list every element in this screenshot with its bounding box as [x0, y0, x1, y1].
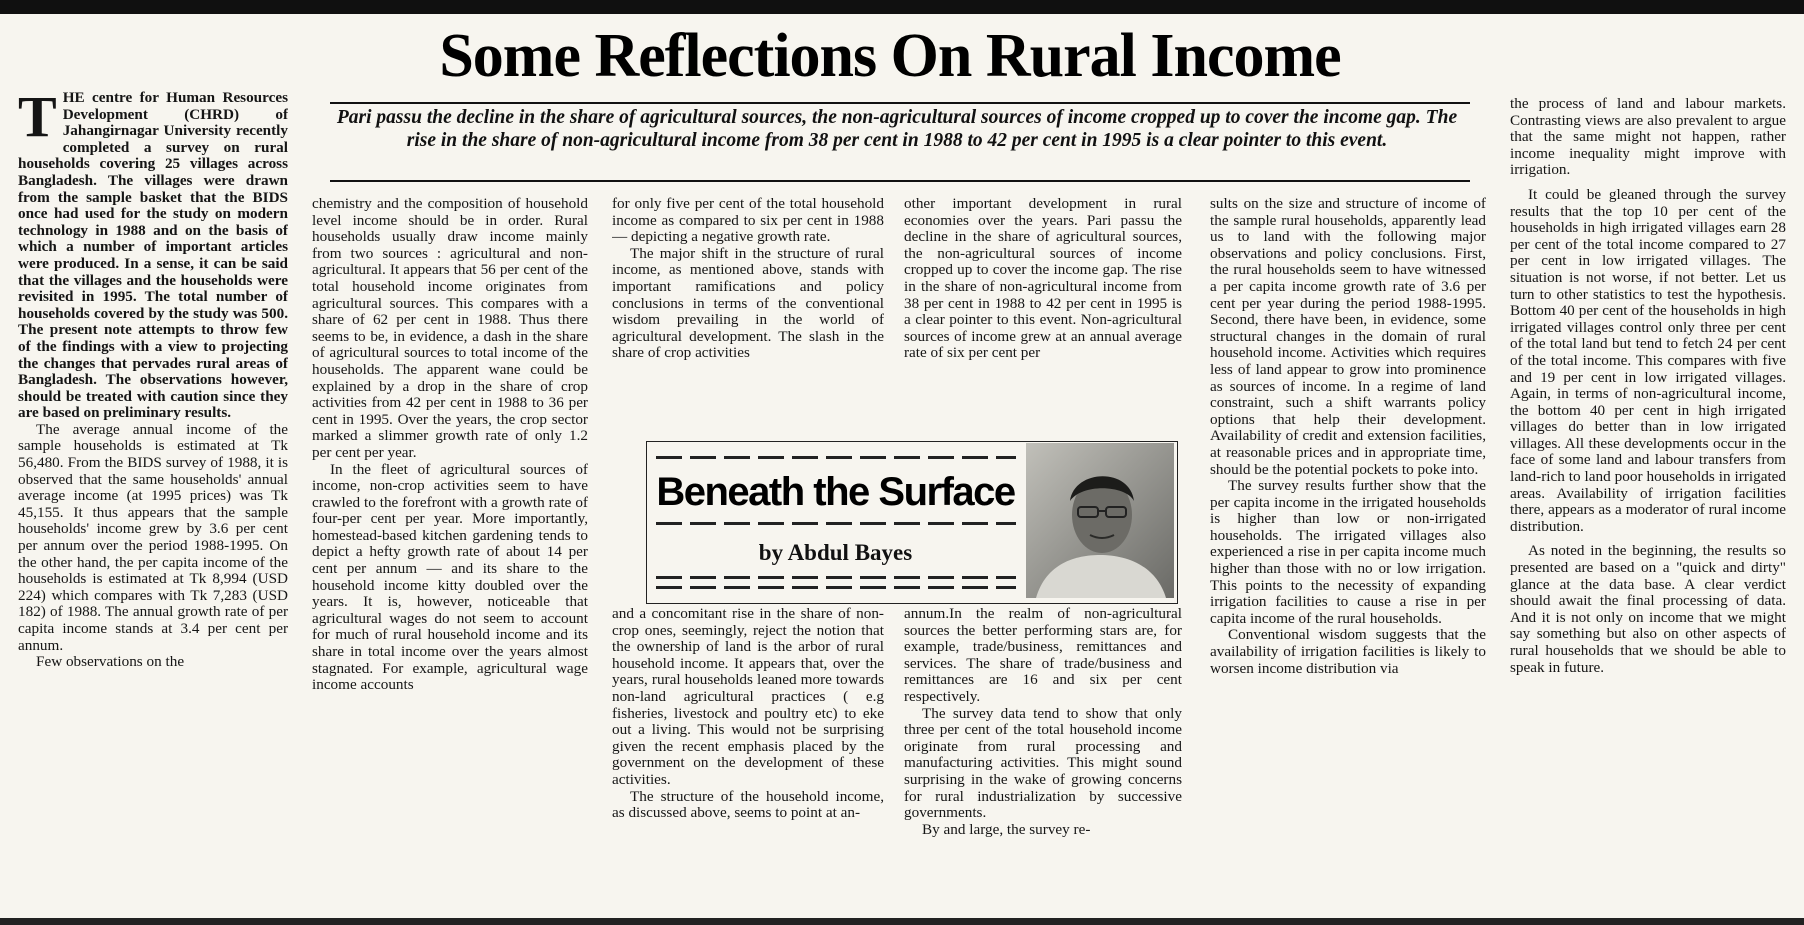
paragraph: By and large, the survey re- — [922, 820, 1091, 838]
paragraph: and a concomitant rise in the share of non-crop ones, seemingly, reject the notion that the ownership of land is the arbor of rural household income. It appears that, over the years, rural households leaned more towards non-land agricultural practices ( e.g fisheries, livestock and poultry etc) to eke out a living. This would not be surprising given the recent emphasis placed by the government on the development of these activities. — [612, 606, 884, 788]
paragraph: The average annual income of the sample households is estimated at Tk 56,480. From the BIDS survey of 1988, it is observed that the same households' annual average income (at 1995 prices) was Tk 45,155. It thus appears that the sample households' income grew by 3.6 per cent per annum over the period 1988-1995. On the other hand, the per capita income of the households is estimated at Tk 8,994 (USD 224) which compares with Tk 7,283 (USD 182) of 1988. The annual growth rate of per capita income stands at 3.4 per cent per annum. — [18, 420, 288, 654]
bottom-border — [0, 918, 1804, 925]
byline: by Abdul Bayes — [758, 540, 913, 565]
paragraph: The major shift in the structure of rural income, as mentioned above, stands with important ramifications and policy conclusions in terms of the conventional wisdom prevailing in the world of agricultural development. The slash in the share of crop activities — [612, 244, 884, 362]
paragraph: for only five per cent of the total household income as compared to six per cent in 1988 — depicting a negative growth rate. — [612, 196, 884, 246]
article-column-3-top — [612, 196, 884, 436]
article-column-3-bottom — [612, 606, 884, 912]
paragraph: annum.In the realm of non-agricultural sources the better performing stars are, for example, trade/business, remittances and services. The share of trade/business and remittances are 16 and six per cent respectively. — [904, 606, 1182, 705]
column-title: Beneath the Surface — [656, 470, 1015, 514]
decorative-rule — [656, 456, 1016, 459]
deck-rule-bottom — [330, 180, 1470, 182]
decorative-rule — [656, 586, 1016, 589]
article-column-4-top — [904, 196, 1182, 436]
paragraph: other important development in rural economies over the years. Pari passu the decline in the share of agricultural sources, the non-agricultural sources of income cropped up to cover the income gap. The rise in the share of non-agricultural income from 38 per cent in 1988 to 42 per cent in 1995 is a clear pointer to this event. Non-agricultural sources of income grew at an annual average rate of six per cent per — [904, 196, 1182, 362]
paragraph: sults on the size and structure of income of the sample rural households, apparently lead us to land with the following major observations and policy conclusions. First, the rural households seem to have witnessed a per capita income growth rate of 3.6 per cent per year during the period 1988-1995. Second, there have been, in evidence, some structural changes in the domain of rural household income. Activities which requires less of land appear to grow into prominence as sources of income. In a regime of land constraint, such a shift warrants policy options that help their development. Availability of credit and extension facilities, at reasonable prices and in appropriate time, should be the potential pockets to poke into. — [1210, 196, 1486, 478]
page-title: Some Reflections On Rural Income — [439, 22, 1341, 90]
paragraph: In the fleet of agricultural sources of income, non-crop activities seem to have crawled to the forefront with a growth rate of four-per cent per year. More importantly, homestead-based kitchen gardening tends to depict a hefty growth rate of about 14 per cent per annum — and its share to the household income kitty doubled over the years. It is, however, noticeable that agricultural wages do not seem to account for much of rural household income and its share in total income over the years almost stagnated. For example, agricultural wage income accounts — [312, 460, 588, 694]
decorative-rule — [656, 522, 1016, 525]
paragraph: Conventional wisdom suggests that the availability of irrigation facilities is likely to worsen income distribution via — [1210, 626, 1486, 677]
deck-intro: Pari passu the decline in the share of agricultural sources, the non-agricultural sources of income cropped up to cover the income gap. The rise in the share of non-agricultural income from 38 per cent in 1988 to 42 per cent in 1995 is a clear pointer to this event. — [336, 107, 1458, 151]
paragraph: the process of land and labour markets. Contrasting views are also prevalent to argue that the same might not happen, rather income inequality might improve with irrigation. — [1510, 96, 1786, 179]
author-portrait-icon — [1026, 443, 1174, 598]
article-column-2 — [312, 196, 588, 912]
decorative-rule — [656, 576, 1016, 579]
article-column-6 — [1510, 96, 1786, 912]
paragraph: The survey results further show that the per capita income in the irrigated households is higher than low or non-irrigated households. The irrigated villages also experienced a rise in per capita income much higher than those with no or low irrigation. This points to the necessity of expanding irrigation facilities to cause a rise in per capita income of the rural households. — [1210, 477, 1486, 627]
paragraph: As noted in the beginning, the results so presented are based on a "quick and dirty" glance at the data base. A clear verdict should await the final processing of data. And it is not only on income that we might say something but also on other aspects of rural households that we should be able to speak in future. — [1510, 542, 1786, 676]
article-column-4-bottom — [904, 606, 1182, 912]
paragraph: The structure of the household income, as discussed above, seems to point at an- — [612, 787, 884, 822]
paragraph: HE centre for Human Resources Development (CHRD) of Jahangirnagar University recently completed a survey on rural households covering 25 villages across Bangladesh. The villages were drawn from the sample basket that the BIDS once had used for the study on modern technology in 1988 and on the basis of which a number of important articles were produced. In a sense, it can be said that the villages and the households were revisited in 1995. The total number of households covered by the study was 500. The present note attempts to throw few of the findings with a view to projecting the changes that pervades rural areas of Bangladesh. The observations however, should be treated with caution since they are based on preliminary results. — [18, 90, 288, 422]
article-column-5 — [1210, 196, 1486, 912]
paragraph: It could be gleaned through the survey results that the top 10 per cent of the households in high irrigated villages earn 28 per cent of the total income compared to 27 per cent in low irrigated villages. The situation is not worse, if not better. Let us turn to other statistics to test the hypothesis. Bottom 40 per cent of the households in high irrigated villages control only three per cent of the total land but tend to fetch 24 per cent of the total income. This compares with five and 19 per cent in low irrigated villages. Again, in terms of non-agricultural income, the bottom 40 per cent in high irrigated villages do better than in low irrigated villages. All these developments occur in the face of some land and labour transfers from land-rich to land poor households in irrigated areas. Availability of irrigation facilities there, appears as a moderator of rural income distribution. — [1510, 185, 1786, 535]
top-border — [0, 0, 1804, 14]
paragraph: chemistry and the composition of household level income should be in order. Rural households usually draw income mainly from two sources : agricultural and non-agricultural. It appears that 56 per cent of the total household income originates from agricultural sources. This compares with a share of 62 per cent in 1988. Thus there seems to be, in evidence, a dash in the share of agricultural sources to total income of the households. The apparent wane could be explained by a drop in the share of crop activities from 42 per cent in 1988 to 36 per cent in 1995. Over the years, the crop sector marked a slimmer growth rate of only 1.2 per cent per year. — [312, 196, 588, 461]
paragraph: The survey data tend to show that only three per cent of the total household income originate from rural processing and manufacturing activities. This might sound surprising in the wake of growing concerns for rural industrialization by successive governments. — [904, 704, 1182, 822]
article-column-1 — [18, 90, 288, 910]
paragraph: Few observations on the — [36, 653, 185, 671]
deck-rule-top — [330, 102, 1470, 104]
drop-cap: T — [18, 90, 57, 149]
